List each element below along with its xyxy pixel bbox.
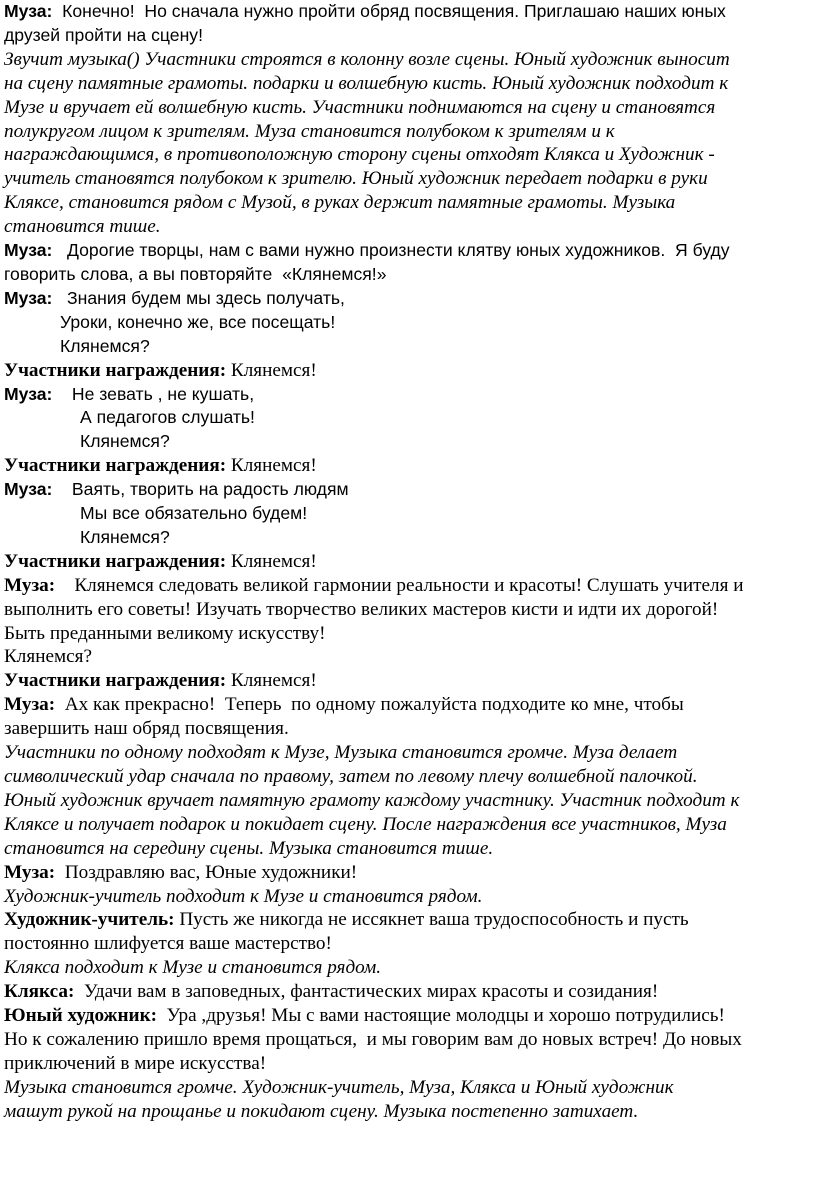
stage-direction-line: Художник-учитель подходит к Музе и становится рядом. [4, 885, 483, 907]
speech-text: Удачи вам в заповедных, фантастических мирах красоты и созидания! [74, 981, 659, 1003]
speaker-name: Муза: [4, 694, 56, 716]
speech-block [4, 669, 812, 693]
speaker-name: Муза: [4, 861, 56, 883]
stage-direction-line: полукругом лицом к зрителям. Муза становится полубоком к зрителям и к [4, 120, 615, 142]
speech-text: Дорогие творцы, нам с вами нужно произнести клятву юных художников. Я буду [52, 240, 730, 261]
speech-block [4, 550, 812, 574]
speech-line [4, 24, 812, 48]
speech-line [4, 717, 812, 741]
stage-direction-line: Клякса подходит к Музе и становится рядом. [4, 957, 382, 979]
stage-direction-line: Участники по одному подходят к Музе, Музыка становится громче. Муза делает [4, 742, 678, 764]
speaker-name: Художник-учитель: [4, 909, 175, 931]
stage-direction-line: учитель становятся полубоком к зрителю. Юный художник передает подарки в руки [4, 168, 708, 190]
speech-line [4, 239, 812, 263]
stage-direction-line: Звучит музыка() Участники строятся в колонну возле сцены. Юный художник выносит [4, 48, 730, 70]
verse-block [4, 383, 812, 455]
verse-block [4, 287, 812, 359]
speech-block [4, 1004, 812, 1076]
speech-line [4, 0, 812, 24]
speaker-name: Муза: [4, 383, 53, 404]
speaker-name: Клякса: [4, 981, 75, 1003]
verse-line: Мы все обязательно будем! [80, 503, 308, 524]
speech-block [4, 574, 812, 670]
speech-text: Поздравляю вас, Юные художники! [55, 861, 358, 883]
stage-direction-line: награждающимся, в противоположную сторону сцены отходят Клякса и Художник - [4, 144, 715, 166]
speech-block [4, 0, 812, 48]
speech-line [4, 1004, 812, 1028]
stage-direction [4, 48, 812, 239]
speech-block [4, 693, 812, 741]
speaker-name: Муза: [4, 1, 53, 21]
speech-text: Клянемся! [226, 670, 317, 692]
verse-line [4, 287, 812, 311]
speech-line [4, 263, 812, 287]
speaker-name: Участники награждения: [4, 670, 227, 692]
speech-text: Клянемся следовать великой гармонии реальности и красоты! Слушать учителя и [55, 574, 744, 596]
verse-text: Знания будем мы здесь получать, [52, 287, 345, 308]
stage-direction-line: Музыка становится громче. Художник-учитель, Муза, Клякса и Юный художник [4, 1076, 674, 1098]
speech-text: Конечно! Но сначала нужно пройти обряд посвящения. Приглашаю наших юных [52, 1, 726, 21]
speaker-name: Муза: [4, 479, 53, 500]
stage-direction [4, 1076, 812, 1124]
speech-text: Ура ,друзья! Мы с вами настоящие молодцы и хорошо потрудились! [157, 1005, 725, 1027]
speech-text: выполнить его советы! Изучать творчество великих мастеров кисти и идти их дорогой! [4, 598, 719, 620]
speech-text: Но к сожалению пришло время прощаться, и мы говорим вам до новых встреч! До новых [4, 1028, 742, 1050]
verse-line: А педагогов слушать! [80, 407, 255, 428]
verse-line [4, 478, 812, 502]
stage-direction-line: машут рукой на прощанье и покидают сцену. Музыка постепенно затихает. [4, 1100, 639, 1122]
stage-direction [4, 885, 812, 909]
speech-block [4, 980, 812, 1004]
speaker-name: Муза: [4, 574, 56, 596]
stage-direction-line: становится тише. [4, 216, 161, 238]
speech-text: говорить слова, а вы повторяйте «Клянемся!» [4, 263, 387, 284]
speaker-name: Участники награждения: [4, 455, 227, 477]
speech-text: Ах как прекрасно! Теперь по одному пожалуйста подходите ко мне, чтобы [55, 694, 684, 716]
speech-block [4, 359, 812, 383]
speech-line [4, 693, 812, 717]
speaker-name: Участники награждения: [4, 359, 227, 381]
speech-line [4, 908, 812, 932]
speech-line [4, 669, 812, 693]
speaker-name: Юный художник: [4, 1005, 158, 1027]
stage-direction-line: Кляксе, становится рядом с Музой, в руках держит памятные грамоты. Музыка [4, 192, 676, 214]
stage-direction [4, 741, 812, 861]
speech-line [4, 861, 812, 885]
verse-line: Клянемся? [80, 431, 170, 452]
stage-direction-line: Кляксе и получает подарок и покидает сцену. После награждения все участников, Муза [4, 813, 727, 835]
speech-line [4, 1028, 812, 1052]
speech-text: Пусть же никогда не иссякнет ваша трудоспособность и пусть [174, 909, 689, 931]
stage-direction-line: символический удар сначала по правому, затем по левому плечу волшебной палочкой. [4, 766, 698, 787]
stage-direction [4, 956, 812, 980]
verse-text: Не зевать , не кушать, [52, 383, 255, 404]
speech-text: Клянемся! [226, 550, 317, 572]
verse-line: Клянемся? [60, 335, 150, 356]
speech-text: постоянно шлифуется ваше мастерство! [4, 933, 332, 955]
speech-line [4, 980, 812, 1004]
speech-line [4, 645, 812, 669]
stage-direction-line: становится на середину сцены. Музыка становится тише. [4, 837, 494, 859]
stage-direction-line: на сцену памятные грамоты. подарки и волшебную кисть. Юный художник подходит к [4, 72, 729, 94]
speech-line [4, 1052, 812, 1076]
stage-direction-line: Юный художник вручает памятную грамоту каждому участнику. Участник подходит к [4, 789, 740, 811]
stage-direction-line: Музе и вручает ей волшебную кисть. Участники поднимаются на сцену и становятся [4, 96, 716, 118]
speaker-name: Участники награждения: [4, 550, 227, 572]
speech-block [4, 454, 812, 478]
speaker-name: Муза: [4, 240, 53, 261]
speech-text: Клянемся! [226, 359, 317, 381]
verse-line: Уроки, конечно же, все посещать! [60, 311, 336, 332]
speech-block [4, 908, 812, 956]
speech-block [4, 861, 812, 885]
speech-line [4, 550, 812, 574]
speech-line [4, 598, 812, 622]
verse-line: Клянемся? [80, 526, 170, 547]
speech-block [4, 239, 812, 287]
speech-text: завершить наш обряд посвящения. [4, 718, 289, 740]
speech-text: приключений в мире искусства! [4, 1052, 267, 1074]
verse-block [4, 478, 812, 550]
speech-line [4, 359, 812, 383]
speech-line [4, 454, 812, 478]
speech-line [4, 574, 812, 598]
speaker-name: Муза: [4, 287, 53, 308]
verse-line [4, 383, 812, 407]
speech-text: Клянемся? [4, 646, 92, 668]
speech-text: друзей пройти на сцену! [4, 24, 203, 45]
speech-line [4, 622, 812, 646]
verse-text: Ваять, творить на радость людям [52, 479, 349, 500]
speech-text: Клянемся! [226, 455, 317, 477]
speech-line [4, 932, 812, 956]
speech-text: Быть преданными великому искусству! [4, 622, 326, 644]
